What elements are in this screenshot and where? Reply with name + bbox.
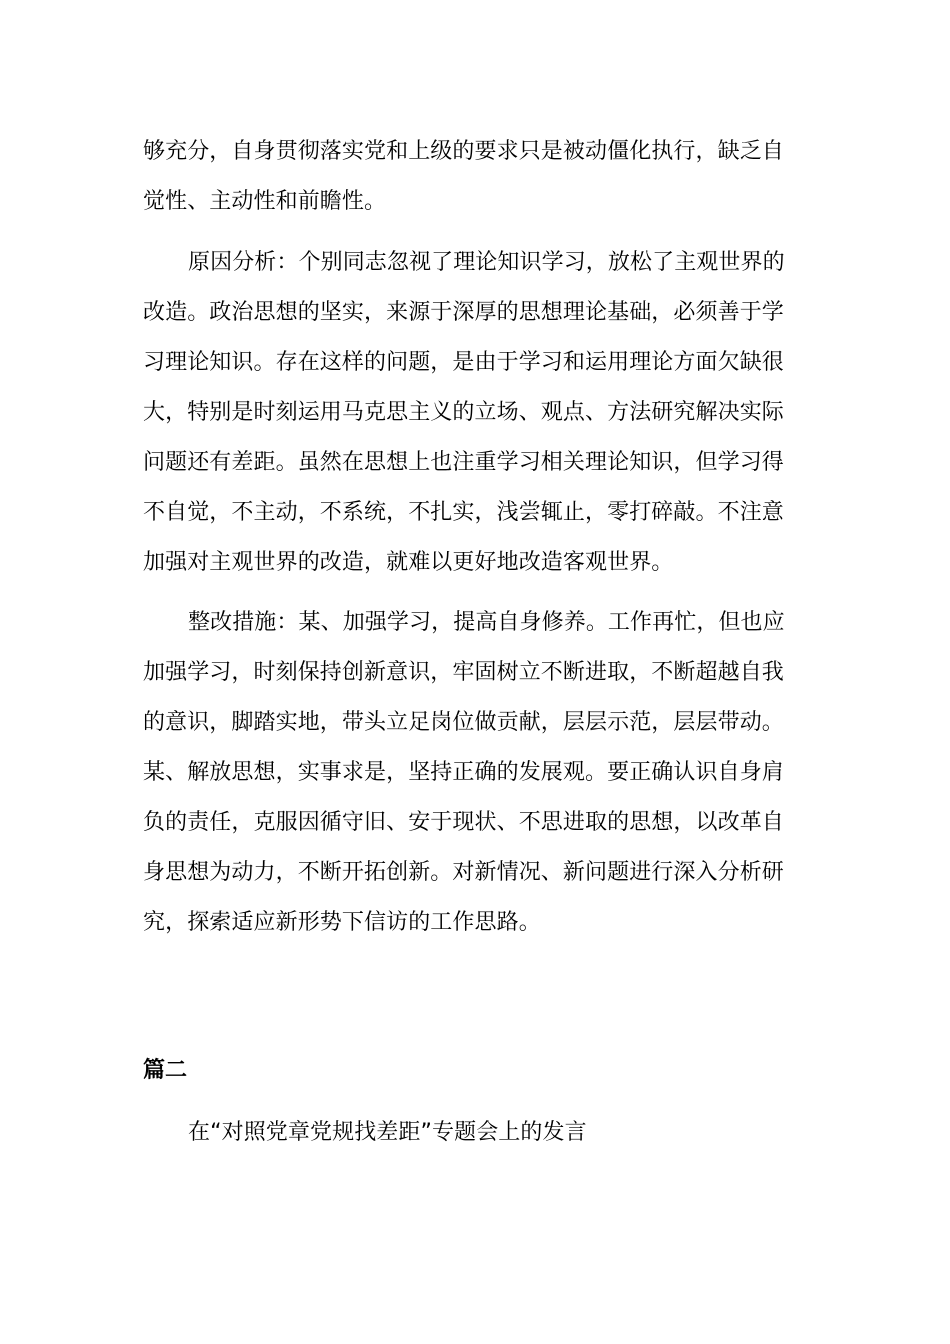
inline-text: 某: [298, 610, 321, 635]
paragraph-line: [188, 609, 803, 637]
paragraph-line: 究，探索适应新形势下信访的工作思路。: [143, 910, 541, 935]
section-title: 在“对照党章党规找差距”专题会上的发言: [188, 1120, 587, 1145]
paragraph-line: 加强对主观世界的改造，就难以更好地改造客观世界。: [143, 550, 674, 575]
inline-text: 、解放思想，实事求是，坚持正确的发展观。要正确认识自身肩: [165, 760, 784, 785]
paragraph-line: 加强学习，时刻保持创新意识，牢固树立不断进取，不断超越自我: [143, 660, 784, 685]
paragraph-line: 不自觉，不主动，不系统，不扎实，浅尝辄止，零打碎敲。不注意: [143, 500, 784, 525]
paragraph-line: 够充分，自身贯彻落实党和上级的要求只是被动僵化执行，缺乏自: [143, 139, 784, 164]
paragraph-line: 问题还有差距。虽然在思想上也注重学习相关理论知识，但学习得: [143, 450, 784, 475]
inline-text: 整改措施：: [188, 610, 299, 635]
section-heading: 篇二: [143, 1058, 188, 1083]
paragraph-line: 习理论知识。存在这样的问题，是由于学习和运用理论方面欠缺很: [143, 350, 784, 375]
paragraph-line: 觉性、主动性和前瞻性。: [143, 189, 387, 214]
paragraph-line: 的意识，脚踏实地，带头立足岗位做贡献，层层示范，层层带动。: [143, 710, 784, 735]
paragraph-line: 身思想为动力，不断开拓创新。对新情况、新问题进行深入分析研: [143, 860, 784, 885]
inline-text: 某: [143, 760, 166, 785]
paragraph-line: [143, 759, 803, 787]
paragraph-line: 原因分析：个别同志忽视了理论知识学习，放松了主观世界的: [188, 250, 785, 275]
paragraph-line: 负的责任，克服因循守旧、安于现状、不思进取的思想，以改革自: [143, 810, 784, 835]
paragraph-line: 改造。政治思想的坚实，来源于深厚的思想理论基础，必须善于学: [143, 300, 784, 325]
paragraph-line: 大，特别是时刻运用马克思主义的立场、观点、方法研究解决实际: [143, 400, 784, 425]
inline-text: 、加强学习，提高自身修养。工作再忙，但也应: [320, 610, 785, 635]
